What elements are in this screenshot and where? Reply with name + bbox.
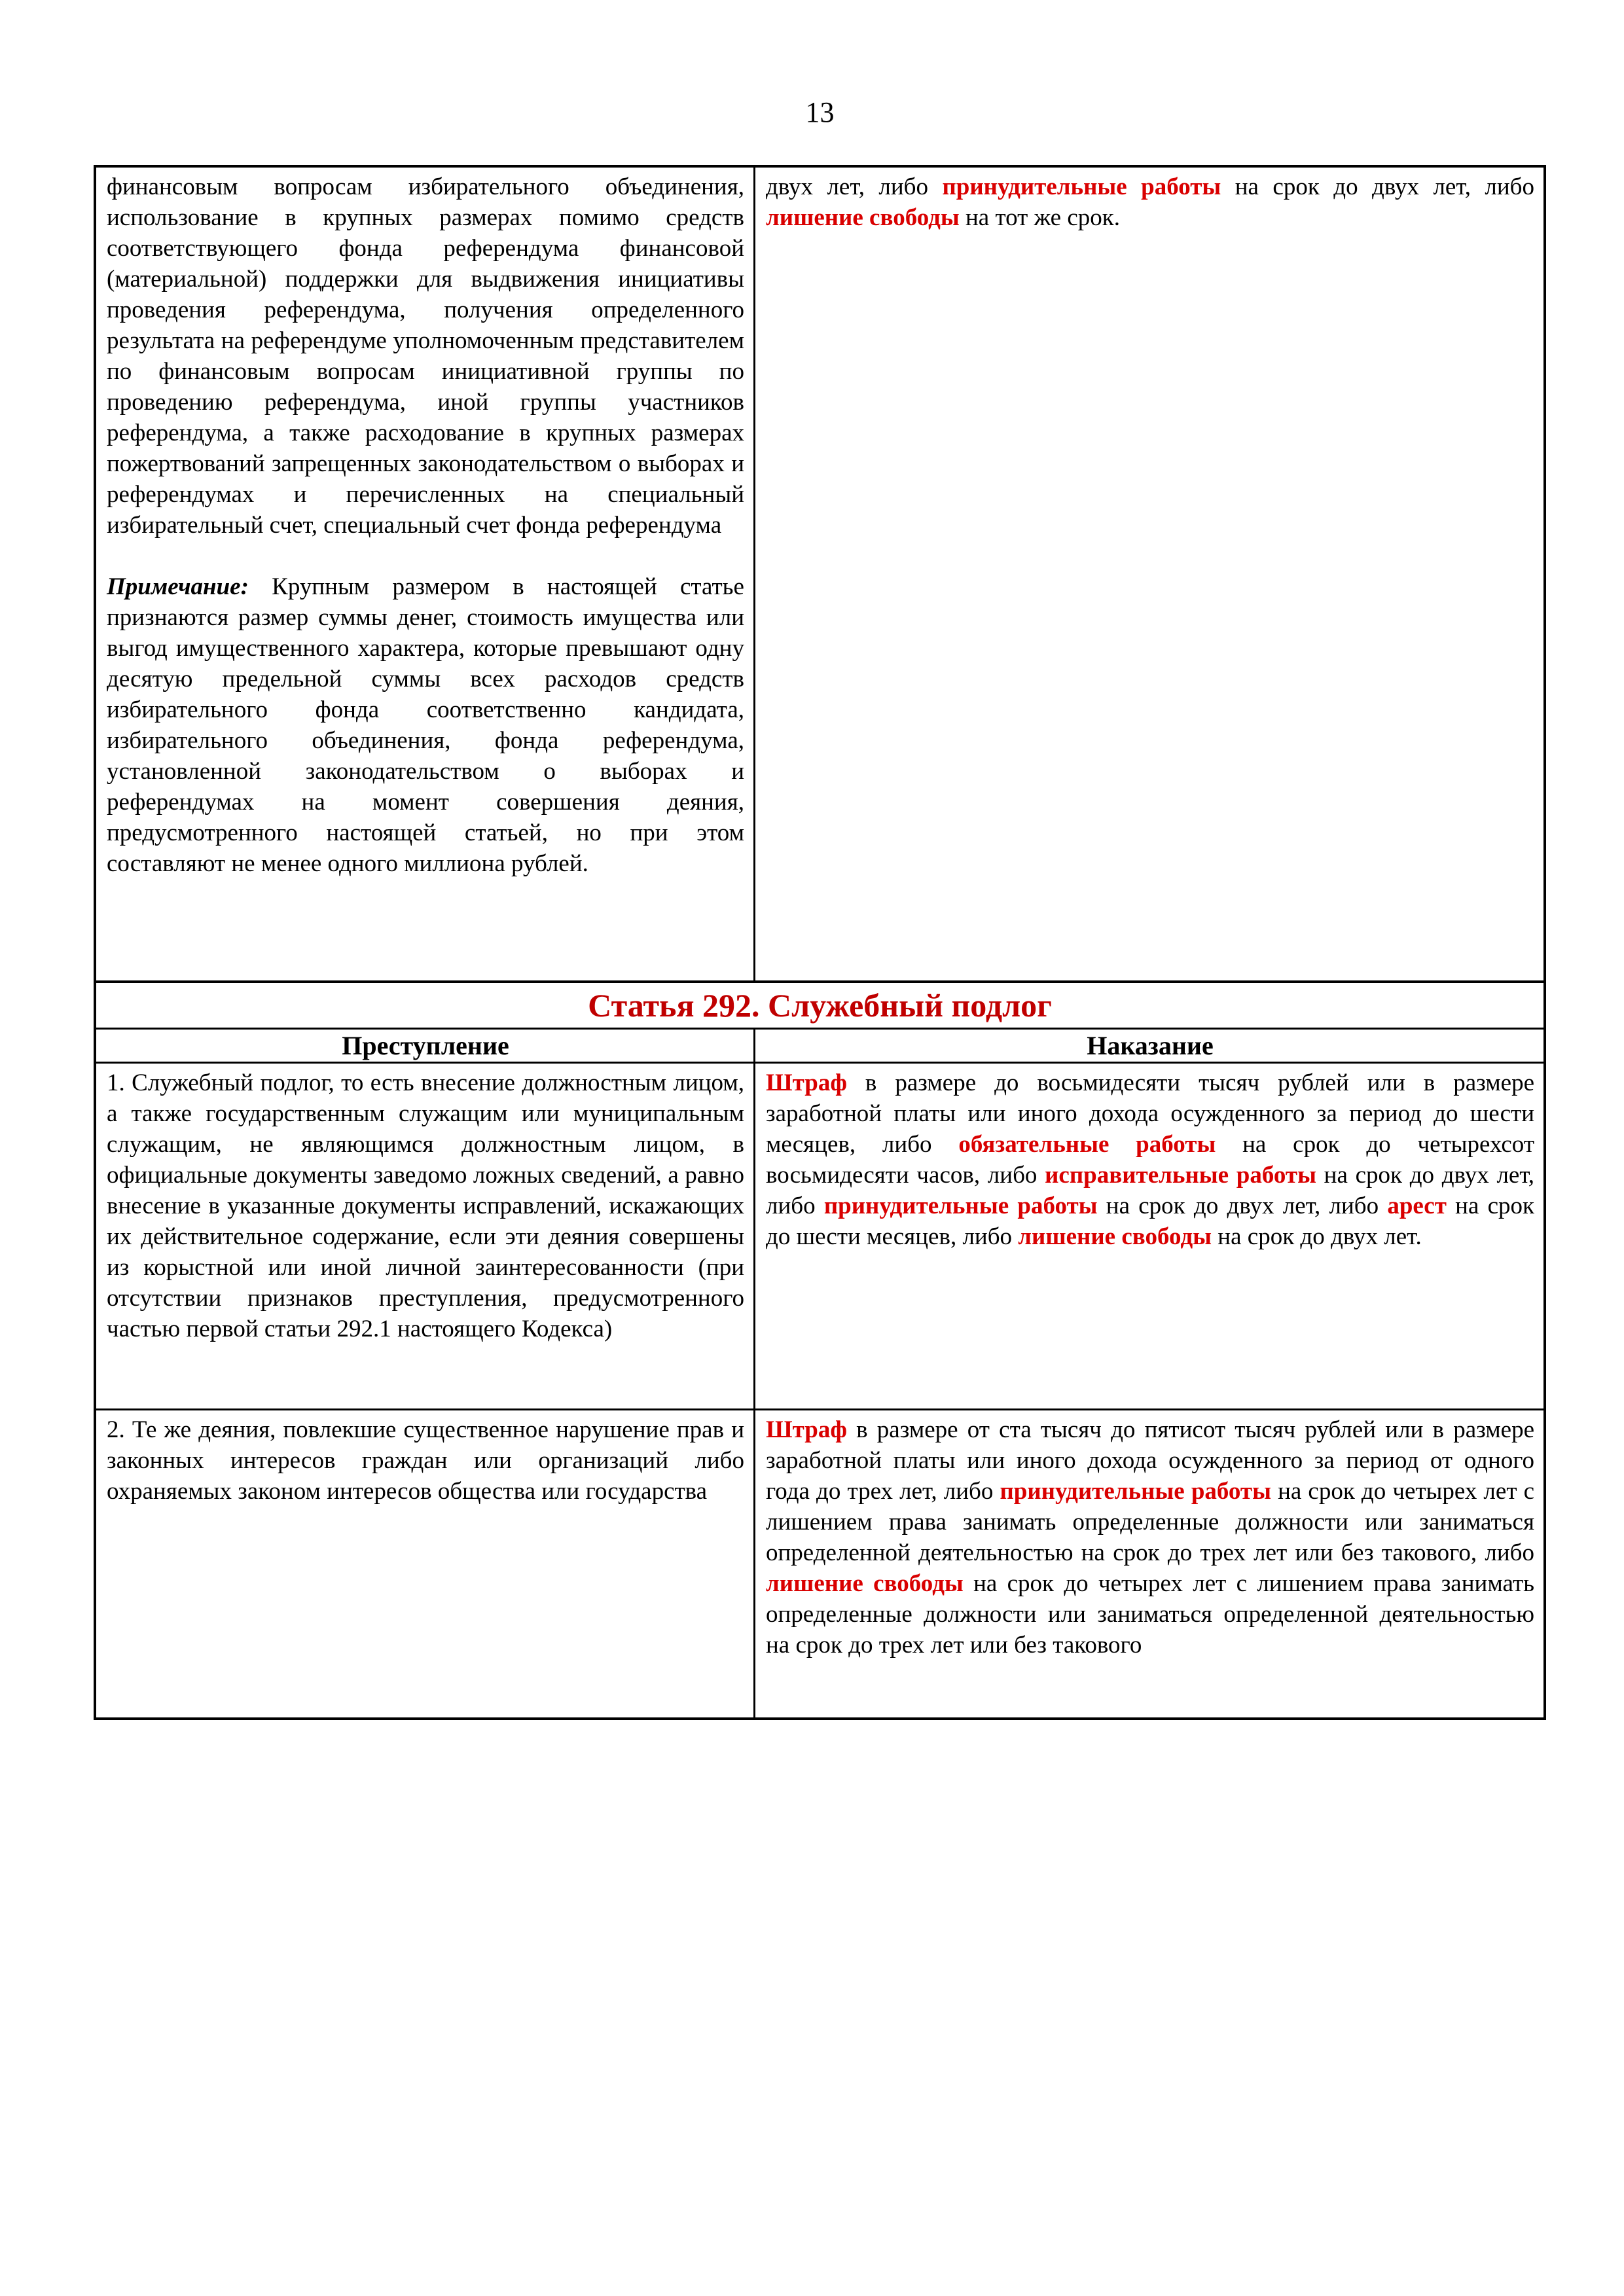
paragraph: 2. Те же деяния, повлекшие существенное нарушение прав и законных интересов граждан или организаций либо охраняемых законом интересов общества или государства — [107, 1416, 744, 1505]
article-title: Статья 292. Служебный подлог — [588, 987, 1052, 1024]
page-number: 13 — [805, 96, 835, 128]
paragraph: двух лет, либо принудительные работы на срок до двух лет, либо лишение свободы на тот же срок. — [766, 173, 1534, 231]
table-row — [96, 1408, 1543, 1717]
article-header-row — [96, 980, 1543, 1028]
continuation-crime-cell — [96, 168, 755, 980]
continuation-punishment-cell — [755, 168, 1543, 980]
continuation-row — [96, 168, 1543, 980]
punishment-cell — [755, 1064, 1543, 1408]
paragraph: финансовым вопросам избирательного объединения, использование в крупных размерах помимо средств соответствующего фонда референдума финансовой (материальной) поддержки для выдвижения инициативы проведения референдума, получения определенного результата на референдуме уполномоченным представителем по финансовым вопросам инициативной группы по проведению референдума, иной группы участников референдума, а также расходование в крупных размерах пожертвований запрещенных законодательством о выборах и референдумах и перечисленных на специальный избирательный счет, специальный счет фонда референдума — [107, 173, 744, 539]
paragraph: Штраф в размере до восьмидесяти тысяч рублей или в размере заработной платы или иного дохода осужденного за период до шести месяцев, либо обязательные работы на срок до четырехсот восьмидесяти часов, либо исправительные работы на срок до двух лет, либо принудительные работы на срок до двух лет, либо арест на срок до шести месяцев, либо лишение свободы на срок до двух лет. — [766, 1069, 1535, 1250]
table-row — [96, 1062, 1543, 1408]
column-header-row — [96, 1028, 1543, 1062]
crime-cell — [96, 1064, 755, 1408]
punishment-cell — [755, 1410, 1543, 1717]
crime-cell — [96, 1410, 755, 1717]
column-header-punishment: Наказание — [1087, 1031, 1214, 1060]
note-paragraph: Примечание: Крупным размером в настоящей статье признаются размер суммы денег, стоимость имущества или выгод имущественного характера, которые превышают одну десятую предельной суммы всех расходов средств избирательного фонда соответственно кандидата, избирательного объединения, фонда референдума, установленной законодательством о выборах и референдумах на момент совершения деяния, предусмотренного настоящей статьей, но при этом составляют не менее одного миллиона рублей. — [107, 573, 744, 877]
paragraph: Штраф в размере от ста тысяч до пятисот тысяч рублей или в размере заработной платы или иного дохода осужденного за период от одного года до трех лет, либо принудительные работы на срок до четырех лет с лишением права занимать определенные должности или заниматься определенной деятельностью на срок до трех лет или без такового, либо лишение свободы на срок до четырех лет с лишением права занимать определенные должности или заниматься определенной деятельностью на срок до трех лет или без такового — [766, 1416, 1535, 1659]
column-header-crime: Преступление — [96, 1030, 755, 1062]
penalties-table — [94, 165, 1546, 1720]
paragraph: 1. Служебный подлог, то есть внесение должностным лицом, а также государственным служащим или муниципальным служащим, не являющимся должностным лицом, в официальные документы заведомо ложных сведений, а равно внесение в указанные документы исправлений, искажающих их действительное содержание, если эти деяния совершены из корыстной или иной личной заинтересованности (при отсутствии признаков преступления, предусмотренного частью первой статьи 292.1 настоящего Кодекса) — [107, 1069, 744, 1342]
